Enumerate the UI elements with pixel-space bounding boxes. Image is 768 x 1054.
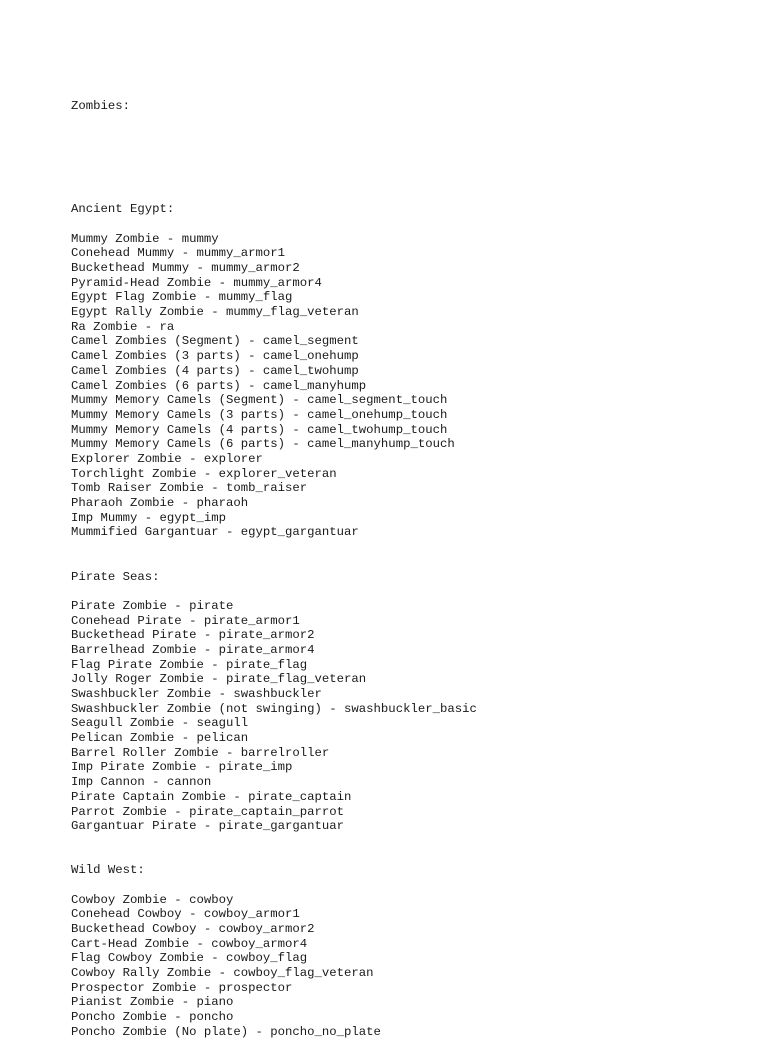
list-item: Ra Zombie - ra xyxy=(71,319,175,334)
list-item: Pyramid-Head Zombie - mummy_armor4 xyxy=(71,275,322,290)
list-item: Cart-Head Zombie - cowboy_armor4 xyxy=(71,936,308,951)
list-item: Seagull Zombie - seagull xyxy=(71,716,249,731)
list-item: Pirate Zombie - pirate xyxy=(71,598,234,613)
list-item: Imp Cannon - cannon xyxy=(71,775,212,790)
list-item: Pelican Zombie - pelican xyxy=(71,731,249,746)
section-wild-west xyxy=(71,863,751,1039)
list-item: Explorer Zombie - explorer xyxy=(71,451,263,466)
list-item: Gargantuar Pirate - pirate_gargantuar xyxy=(71,819,345,834)
list-item: Cowboy Rally Zombie - cowboy_flag_veteran xyxy=(71,966,374,981)
list-item: Cowboy Zombie - cowboy xyxy=(71,892,234,907)
list-item: Imp Mummy - egypt_imp xyxy=(71,510,226,525)
list-item: Prospector Zombie - prospector xyxy=(71,980,293,995)
list-item: Pharaoh Zombie - pharaoh xyxy=(71,496,249,511)
list-item: Buckethead Pirate - pirate_armor2 xyxy=(71,628,315,643)
list-item: Poncho Zombie - poncho xyxy=(71,1010,234,1025)
spacer xyxy=(71,878,751,893)
list-item: Conehead Pirate - pirate_armor1 xyxy=(71,613,300,628)
list-item: Pianist Zombie - piano xyxy=(71,995,234,1010)
list-item: Camel Zombies (Segment) - camel_segment xyxy=(71,334,359,349)
list-item: Camel Zombies (4 parts) - camel_twohump xyxy=(71,363,359,378)
list-item: Pirate Captain Zombie - pirate_captain xyxy=(71,789,352,804)
spacer xyxy=(71,584,751,599)
list-item: Egypt Rally Zombie - mummy_flag_veteran xyxy=(71,305,359,320)
list-item: Poncho Zombie (No plate) - poncho_no_plate xyxy=(71,1024,381,1039)
list-item: Egypt Flag Zombie - mummy_flag xyxy=(71,290,293,305)
section-heading: Ancient Egypt: xyxy=(71,202,175,217)
list-item: Mummified Gargantuar - egypt_gargantuar xyxy=(71,525,359,540)
list-item: Mummy Memory Camels (6 parts) - camel_manyhump_touch xyxy=(71,437,455,452)
list-item: Swashbuckler Zombie (not swinging) - swashbuckler_basic xyxy=(71,701,477,716)
list-item: Barrel Roller Zombie - barrelroller xyxy=(71,745,330,760)
sections-container xyxy=(71,202,751,1039)
document-title: Zombies: xyxy=(71,99,131,114)
section-pirate-seas xyxy=(71,570,751,864)
spacer xyxy=(71,540,751,569)
list-item: Parrot Zombie - pirate_captain_parrot xyxy=(71,804,345,819)
list-item: Flag Pirate Zombie - pirate_flag xyxy=(71,657,308,672)
list-item: Mummy Memory Camels (3 parts) - camel_onehump_touch xyxy=(71,407,448,422)
list-item: Conehead Mummy - mummy_armor1 xyxy=(71,246,286,261)
section-heading: Wild West: xyxy=(71,863,145,878)
section-heading: Pirate Seas: xyxy=(71,569,160,584)
list-item: Tomb Raiser Zombie - tomb_raiser xyxy=(71,481,308,496)
list-item: Flag Cowboy Zombie - cowboy_flag xyxy=(71,951,308,966)
list-item: Buckethead Cowboy - cowboy_armor2 xyxy=(71,922,315,937)
spacer xyxy=(71,217,751,232)
list-item: Torchlight Zombie - explorer_veteran xyxy=(71,466,337,481)
spacer xyxy=(71,144,751,159)
list-item: Conehead Cowboy - cowboy_armor1 xyxy=(71,907,300,922)
list-item: Camel Zombies (3 parts) - camel_onehump xyxy=(71,349,359,364)
list-item: Mummy Memory Camels (Segment) - camel_segment_touch xyxy=(71,393,448,408)
list-item: Mummy Zombie - mummy xyxy=(71,231,219,246)
list-item: Mummy Memory Camels (4 parts) - camel_twohump_touch xyxy=(71,422,448,437)
list-item: Imp Pirate Zombie - pirate_imp xyxy=(71,760,293,775)
list-item: Jolly Roger Zombie - pirate_flag_veteran xyxy=(71,672,367,687)
list-item: Camel Zombies (6 parts) - camel_manyhump xyxy=(71,378,367,393)
document-page xyxy=(71,70,751,1054)
spacer xyxy=(71,834,751,863)
list-item: Barrelhead Zombie - pirate_armor4 xyxy=(71,642,315,657)
list-item: Buckethead Mummy - mummy_armor2 xyxy=(71,261,300,276)
section-ancient-egypt xyxy=(71,202,751,569)
list-item: Swashbuckler Zombie - swashbuckler xyxy=(71,687,322,701)
